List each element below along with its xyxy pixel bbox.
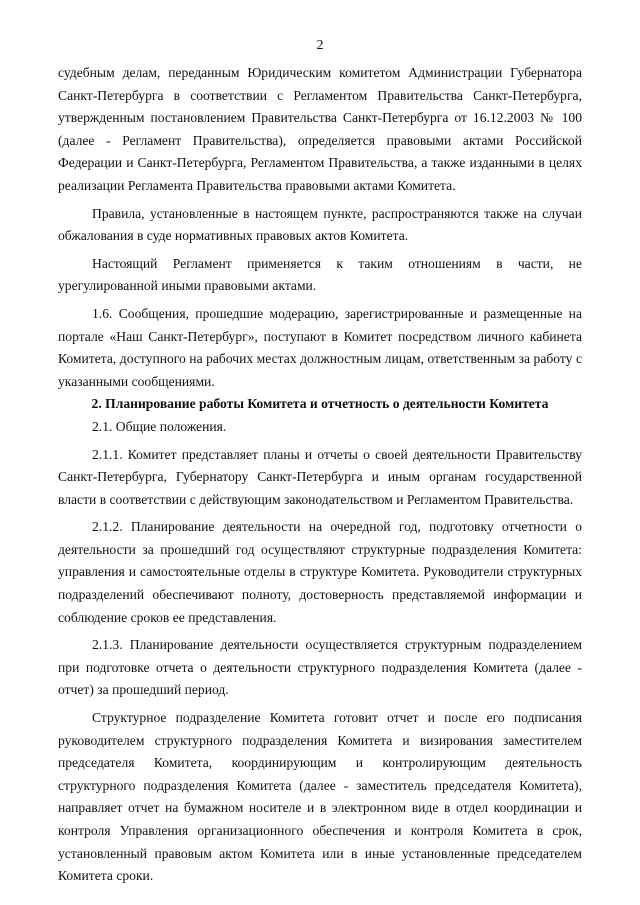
paragraph-continuation: судебным делам, переданным Юридическим комитетом Администрации Губернатора Санкт-Петербурга в соответствии с Регламентом Правительства Санкт-Петербурга, утвержденным постановлением Правительства Санкт-Петербурга от 16.12.2003 № 100 (далее - Регламент Правительства), определяется правовыми актами Российской Федерации и Санкт-Петербурга, Регламентом Правительства, а также изданными в целях реализации Регламента Правительства правовыми актами Комитета. [58, 65, 582, 193]
page-number: 2 [316, 38, 324, 53]
paragraph: Структурное подразделение Комитета готовит отчет и после его подписания руководителем структурного подразделения Комитета и визирования заместителем председателя Комитета, координирующим и контролирующим деятельность структурного подразделения Комитета (далее - заместитель председателя Комитета), направляет отчет на бумажном носителе и в электронном виде в отдел координации и контроля Управления организационного обеспечения и контроля Комитета в срок, установленный правовым актом Комитета или в иные установленные председателем Комитета сроки. [58, 710, 582, 884]
paragraph-2-1: 2.1. Общие положения. [92, 418, 227, 434]
paragraph: Правила, установленные в настоящем пункте, распространяются также на случаи обжалования в суде нормативных правовых актов Комитета. [58, 205, 582, 244]
section-heading: 2. Планирование работы Комитета и отчетность о деятельности Комитета [91, 396, 549, 412]
paragraph-2-1-2: 2.1.2. Планирование деятельности на очередной год, подготовку отчетности о деятельности за прошедший год осуществляют структурные подразделения Комитета: управления и самостоятельные отделы в структуре Комитета. Руководители структурных подразделений обеспечивают полноту, достоверность представляемой информации и соблюдение сроков ее представления. [58, 519, 582, 625]
paragraph: Настоящий Регламент применяется к таким отношениям в части, не урегулированной иными правовыми актами. [58, 255, 582, 294]
paragraph-2-1-3: 2.1.3. Планирование деятельности осуществляется структурным подразделением при подготовке отчета о деятельности структурного подразделения Комитета (далее - отчет) за прошедший период. [58, 637, 582, 698]
document-body [58, 62, 582, 888]
paragraph-2-1-1: 2.1.1. Комитет представляет планы и отчеты о своей деятельности Правительству Санкт-Петербурга, Губернатору Санкт-Петербурга и иным органам государственной власти в соответствии с действующим законодательством и Регламентом Правительства. [58, 446, 582, 507]
paragraph-1-6: 1.6. Сообщения, прошедшие модерацию, зарегистрированные и размещенные на портале «Наш Санкт-Петербург», поступают в Комитет посредством личного кабинета Комитета, доступного на рабочих местах должностным лицам, ответственным за работу с указанными сообщениями. [58, 305, 582, 389]
